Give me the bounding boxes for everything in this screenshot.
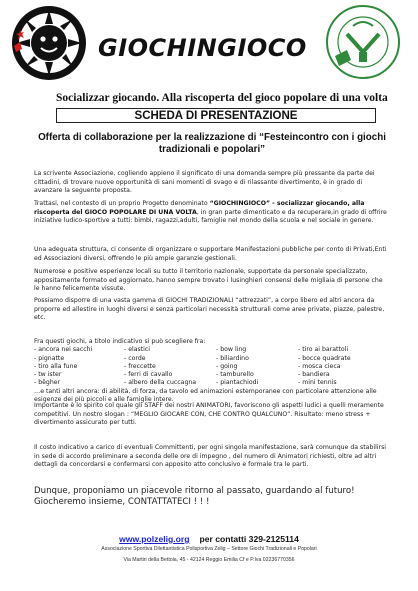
project-name: “GIOCHINGIOCO” - socializzar giocando, alla riscoperta del GIOCO POPOLARE DI UNA VOLTA	[34, 200, 365, 216]
games-intro: Fra questi giochi, a titolo indicativo si può scegliere fra:	[34, 338, 206, 345]
game-item: - bow ling	[216, 346, 247, 354]
game-item: - mini tennis	[298, 379, 337, 387]
game-item: - freccette	[124, 362, 156, 370]
website-link[interactable]: www.polzelig.org	[119, 534, 190, 544]
game-item: - pignatte	[34, 354, 65, 362]
game-item: - tiro ai barattoli	[298, 346, 349, 354]
lega-sport-giochi-tradizionali-emblem-icon	[325, 4, 401, 80]
game-item: - bandiera	[298, 371, 330, 379]
contact-line	[0, 534, 418, 544]
tagline: Socializzar giocando. Alla riscoperta del gioco popolare di una volta	[56, 92, 388, 104]
game-item: - bocce quadrate	[298, 354, 351, 362]
games-row	[34, 379, 390, 387]
spirit-paragraph: Importante è lo spirito col quale gli STAFF dei nostri ANIMATORI, favoriscono gli aspetti ludici a quelli meramente competitivi. Un nostro slogan : “MEGLIO GIOCARE CON, CHE CONTRO QUALCUNO”. Risultato: meno stress + divertimento assicurato per tutti.	[34, 402, 384, 427]
game-item: - mosca cieca	[298, 362, 341, 370]
offer-heading: Offerta di collaborazione per la realizzazione di “Festeincontro con i giochi tradizionali e popolari”	[38, 132, 386, 155]
game-item: - albero della cuccagna	[124, 379, 197, 387]
structure-paragraph: Una adeguata struttura, ci consente di organizzare o supportare Manifestazioni pubbliche per conto di Privati,Enti ed Associazioni diversi, offrendo le più ampie garanzie gestionali.	[34, 246, 387, 262]
sun-face-emblem-icon	[8, 2, 90, 84]
game-item: - elastici	[124, 346, 151, 354]
games-row	[34, 355, 390, 363]
game-item: - bëgher	[34, 379, 61, 387]
game-item: - tiro alla fune	[34, 362, 78, 370]
cost-paragraph: Il costo indicativo a carico di eventuali Committenti, per ogni singola manifestazione, sarà comunque da stabilirsi in sede di accordo preliminare a seconda delle ore di impegno , del numero di Animatori richiesti, oltre ad altri dettagli da concordarsi e confermarsi con apposito atto conclusivo e formale tra le parti.	[34, 444, 387, 469]
game-item: - tamburello	[216, 371, 254, 379]
game-item: - corde	[124, 354, 146, 362]
closing-call-to-action: Giocheremo insieme, CONTATTATECI ! ! !	[34, 497, 210, 507]
contact-phone: per contatti 329-2125114	[199, 534, 299, 544]
footer-address: Via Martiri della Bettola, 45 - 42124 Reggio Emilia Cf e P.Iva 02236770356	[123, 557, 295, 563]
project-paragraph-start: Trattasi, nel contesto di un proprio Progetto denominato	[34, 200, 210, 207]
game-item: - going	[216, 362, 238, 370]
closing-line: Dunque, proponiamo un piacevole ritorno al passato, guardando al futuro!	[34, 486, 355, 496]
games-list	[34, 338, 390, 404]
footer-association: Associazione Sportiva Dilettantistica Polisportiva Zelig – Settore Giochi Tradizionali e Popolari	[101, 546, 317, 552]
brand-title: GIOCHINGIOCO	[98, 34, 307, 62]
game-item: - ancora nei sacchi	[34, 346, 93, 354]
experience-paragraph: Numerose e positive esperienze locali su tutto il territorio nazionale, supportate da personale specializzato, appositamente formato ed aggiornato, hanno sempre trovato i lusinghieri consensi delle migliaia di persone che le hanno felicemente vissute.	[34, 268, 383, 293]
game-item: - tw ister	[34, 371, 62, 379]
games-availability-paragraph: Possiamo disporre di una vasta gamma di GIOCHI TRADIZIONALI “attrezzati”, a corpo libero ed altri ancora da proporre ed allestire in luoghi diversi e senza particolari necessità strutturali come aree private, piazze, palestre, etc.	[34, 297, 385, 322]
project-paragraph	[34, 200, 390, 226]
games-row	[34, 346, 390, 354]
game-item: - ferri di cavallo	[124, 371, 173, 379]
games-row	[34, 363, 390, 371]
game-item: - piantachiodi	[216, 379, 259, 387]
game-item: - biliardino	[216, 354, 249, 362]
intro-paragraph: La scrivente Associazione, cogliendo appieno il significato di una domanda sempre più pressante da parte dei cittadini, di trovare nuove opportunità di sani momenti di svago e di rilassante divertimento, è in grado di avanzare la seguente proposta.	[34, 170, 375, 195]
page-title: SCHEDA DI PRESENTAZIONE	[56, 108, 376, 123]
games-outro: …e tanti altri ancora: di abilità, di forza, da tavolo ed animazioni estemporanee con particolare attenzione alle esigenze dei più piccoli e alle famiglie intere.	[34, 387, 377, 404]
project-paragraph-end: , in gran parte dimenticato e da recuperare,in grado di offrire iniziative ludico-sportive a tutti: bimbi, ragazzi,adulti, famiglie nel mondo della scuola e nel sociale in genere.	[34, 208, 387, 225]
games-row	[34, 371, 390, 379]
closing-message	[34, 486, 384, 508]
